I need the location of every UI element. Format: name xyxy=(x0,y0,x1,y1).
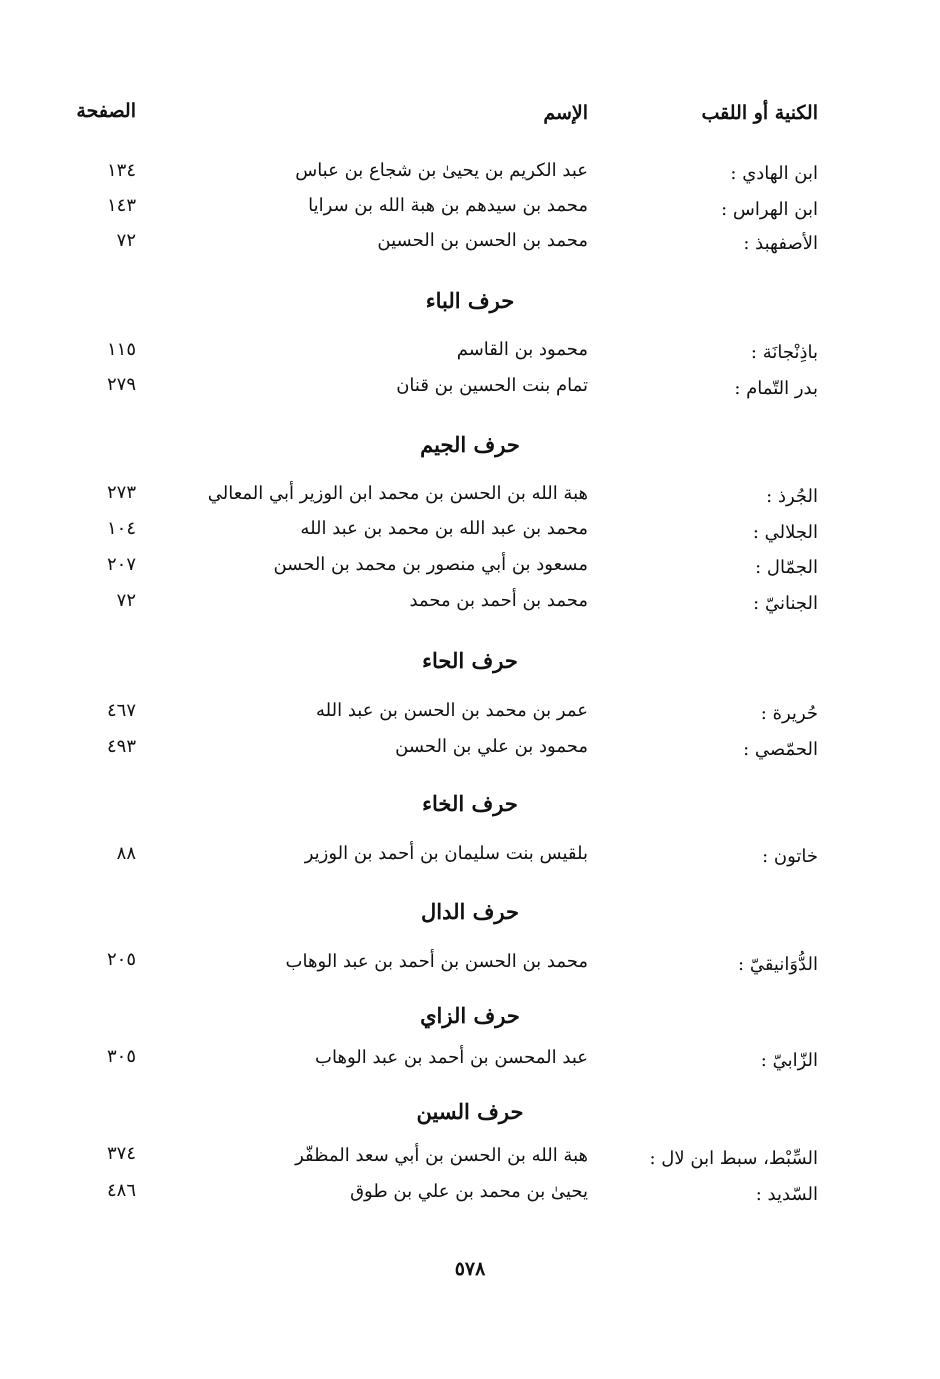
entry-kunya: الجنانيّ : xyxy=(753,593,818,614)
entry-name: عبد المحسن بن أحمد بن عبد الوهاب xyxy=(315,1047,588,1068)
entry-name: محمد بن الحسن بن أحمد بن عبد الوهاب xyxy=(285,951,588,972)
name-column-header: الإسم xyxy=(543,102,588,124)
page-column-header: الصفحة xyxy=(76,100,136,122)
entry-name: عبد الكريم بن يحيىٰ بن شجاع بن عباس xyxy=(295,160,588,181)
entry-name: محمود بن علي بن الحسن xyxy=(395,736,588,757)
entry-kunya: خاتون : xyxy=(762,846,818,867)
entry-kunya: الجمّال : xyxy=(755,557,818,578)
section-heading-zay: حرف الزاي xyxy=(420,1003,520,1028)
entry-page: ٤٨٦ xyxy=(106,1180,136,1201)
entry-kunya: الجلالي : xyxy=(752,522,818,543)
entry-kunya: باذِنْجانَة : xyxy=(750,342,818,363)
entry-name: محمد بن سيدهم بن هبة الله بن سرايا xyxy=(308,195,588,216)
entry-page: ٤٦٧ xyxy=(106,700,136,721)
entry-name: عمر بن محمد بن الحسن بن عبد الله xyxy=(316,700,588,721)
entry-kunya: الأصفهبذ : xyxy=(743,233,818,254)
entry-page: ٧٢ xyxy=(116,230,136,251)
entry-kunya: ابن الهادي : xyxy=(730,163,818,184)
entry-name: محمد بن الحسن بن الحسين xyxy=(377,230,588,251)
entry-page: ٣٠٥ xyxy=(106,1046,136,1067)
entry-name: تمام بنت الحسين بن قنان xyxy=(396,375,588,396)
entry-kunya: الزّابيّ : xyxy=(760,1050,818,1071)
entry-page: ٧٢ xyxy=(116,590,136,611)
entry-name: هبة الله بن الحسن بن أبي سعد المظفّر xyxy=(295,1145,588,1166)
entry-page: ١٠٤ xyxy=(106,518,136,539)
entry-name: محمد بن عبد الله بن محمد بن عبد الله xyxy=(300,518,588,539)
entry-kunya: حُريرة : xyxy=(760,703,818,724)
entry-page: ٢٠٧ xyxy=(106,554,136,575)
page-number: ٥٧٨ xyxy=(454,1258,486,1280)
entry-kunya: الحمّصي : xyxy=(743,739,818,760)
entry-name: محمود بن القاسم xyxy=(456,339,588,360)
section-heading-dal: حرف الدال xyxy=(421,899,519,924)
entry-kunya: بدر التّمام : xyxy=(734,378,818,399)
entry-page: ١١٥ xyxy=(106,339,136,360)
entry-kunya: الجُرذ : xyxy=(766,486,818,507)
section-heading-jim: حرف الجيم xyxy=(420,432,520,457)
entry-name: بلقيس بنت سليمان بن أحمد بن الوزير xyxy=(304,843,588,864)
section-heading-kha: حرف الخاء xyxy=(422,791,518,816)
entry-kunya: الدُّوَانيقيّ : xyxy=(738,954,818,975)
entry-name: هبة الله بن الحسن بن محمد ابن الوزير أبي المعالي xyxy=(207,483,588,504)
entry-page: ١٣٤ xyxy=(106,160,136,181)
entry-name: محمد بن أحمد بن محمد xyxy=(409,590,588,611)
entry-kunya: السِّبْط، سبط ابن لال : xyxy=(649,1148,818,1169)
section-heading-ba: حرف الباء xyxy=(425,288,515,313)
entry-name: مسعود بن أبي منصور بن محمد بن الحسن xyxy=(273,554,588,575)
entry-page: ٣٧٤ xyxy=(106,1143,136,1164)
kunya-column-header: الكنية أو اللقب xyxy=(701,102,818,124)
entry-page: ٨٨ xyxy=(116,843,136,864)
entry-page: ٢٧٣ xyxy=(106,482,136,503)
entry-name: يحيىٰ بن محمد بن علي بن طوق xyxy=(350,1181,588,1202)
section-heading-ha: حرف الحاء xyxy=(422,648,518,673)
entry-page: ٢٧٩ xyxy=(106,374,136,395)
entry-kunya: ابن الهراس : xyxy=(721,199,818,220)
entry-page: ٤٩٣ xyxy=(106,736,136,757)
section-heading-sin: حرف السين xyxy=(416,1099,524,1124)
entry-kunya: السّديد : xyxy=(755,1184,818,1205)
entry-page: ٢٠٥ xyxy=(106,949,136,970)
entry-page: ١٤٣ xyxy=(106,195,136,216)
